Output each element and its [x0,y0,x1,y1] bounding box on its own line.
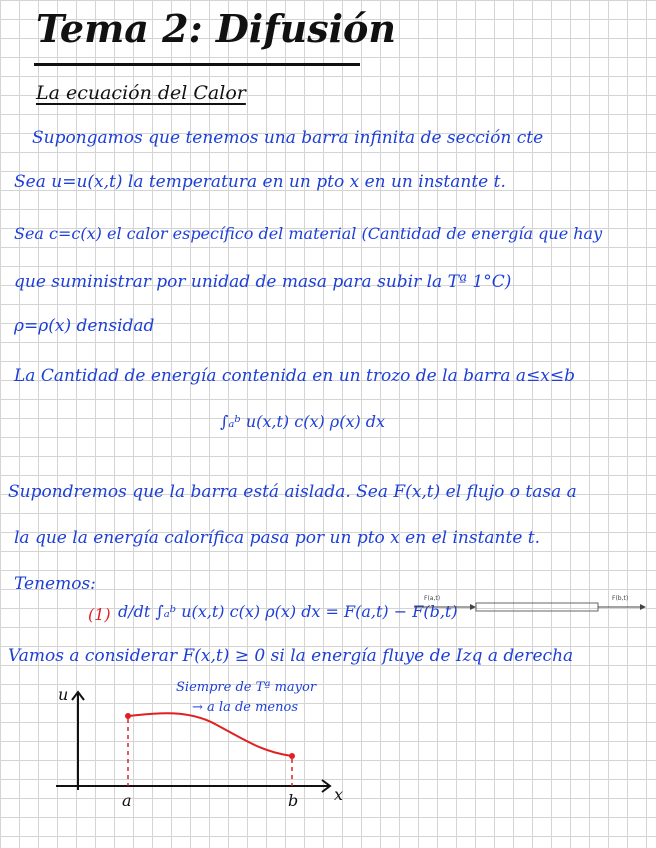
note-line-6: La Cantidad de energía contenida en un trozo de la barra a≤x≤b [14,366,576,386]
note-line-4: que suministrar por unidad de masa para subir la Tª 1°C) [14,272,512,292]
note-line-12: Vamos a considerar F(x,t) ≥ 0 si la energía fluye de Izq a derecha [8,646,574,666]
balance-equation: d/dt ∫ₐᵇ u(x,t) c(x) ρ(x) dx = F(a,t) − F(b,t) [118,602,458,621]
note-line-9: la que la energía calorífica pasa por un pto x en el instante t. [14,528,541,548]
flux-label-right: F(b,t) [612,595,629,602]
curve-end-point [289,753,295,759]
flux-arrowhead-right [640,604,646,610]
side-note-2: → a la de menos [192,700,298,715]
side-note-1: Siempre de Tª mayor [176,680,317,695]
section-subtitle: La ecuación del Calor [36,82,246,104]
flux-label-left: F(a,t) [424,595,441,602]
note-line-8: Supondremos que la barra está aislada. Sea F(x,t) el flujo o tasa a [8,482,577,502]
x-axis-label: x [334,785,344,804]
note-line-10: Tenemos: [14,574,96,594]
energy-integral: ∫ₐᵇ u(x,t) c(x) ρ(x) dx [220,412,386,431]
note-line-2: Sea u=u(x,t) la temperatura en un pto x en un instante t. [14,172,506,192]
y-axis-label: u [58,685,69,704]
flux-arrowhead-left [470,604,476,610]
flux-bar-sketch [414,595,646,611]
curve-start-point [125,713,131,719]
note-line-1: Supongamos que tenemos una barra infinita de sección cte [32,128,544,148]
equation-number: (1) [88,605,111,624]
page-title: Tema 2: Difusión [36,6,397,51]
temperature-curve [128,713,292,756]
temperature-graph [56,685,343,810]
b-tick-label: b [288,791,299,810]
bar-segment [476,603,598,611]
note-line-3: Sea c=c(x) el calor específico del material (Cantidad de energía que hay [14,224,603,243]
a-tick-label: a [122,791,132,810]
note-line-5: ρ=ρ(x) densidad [14,316,155,336]
